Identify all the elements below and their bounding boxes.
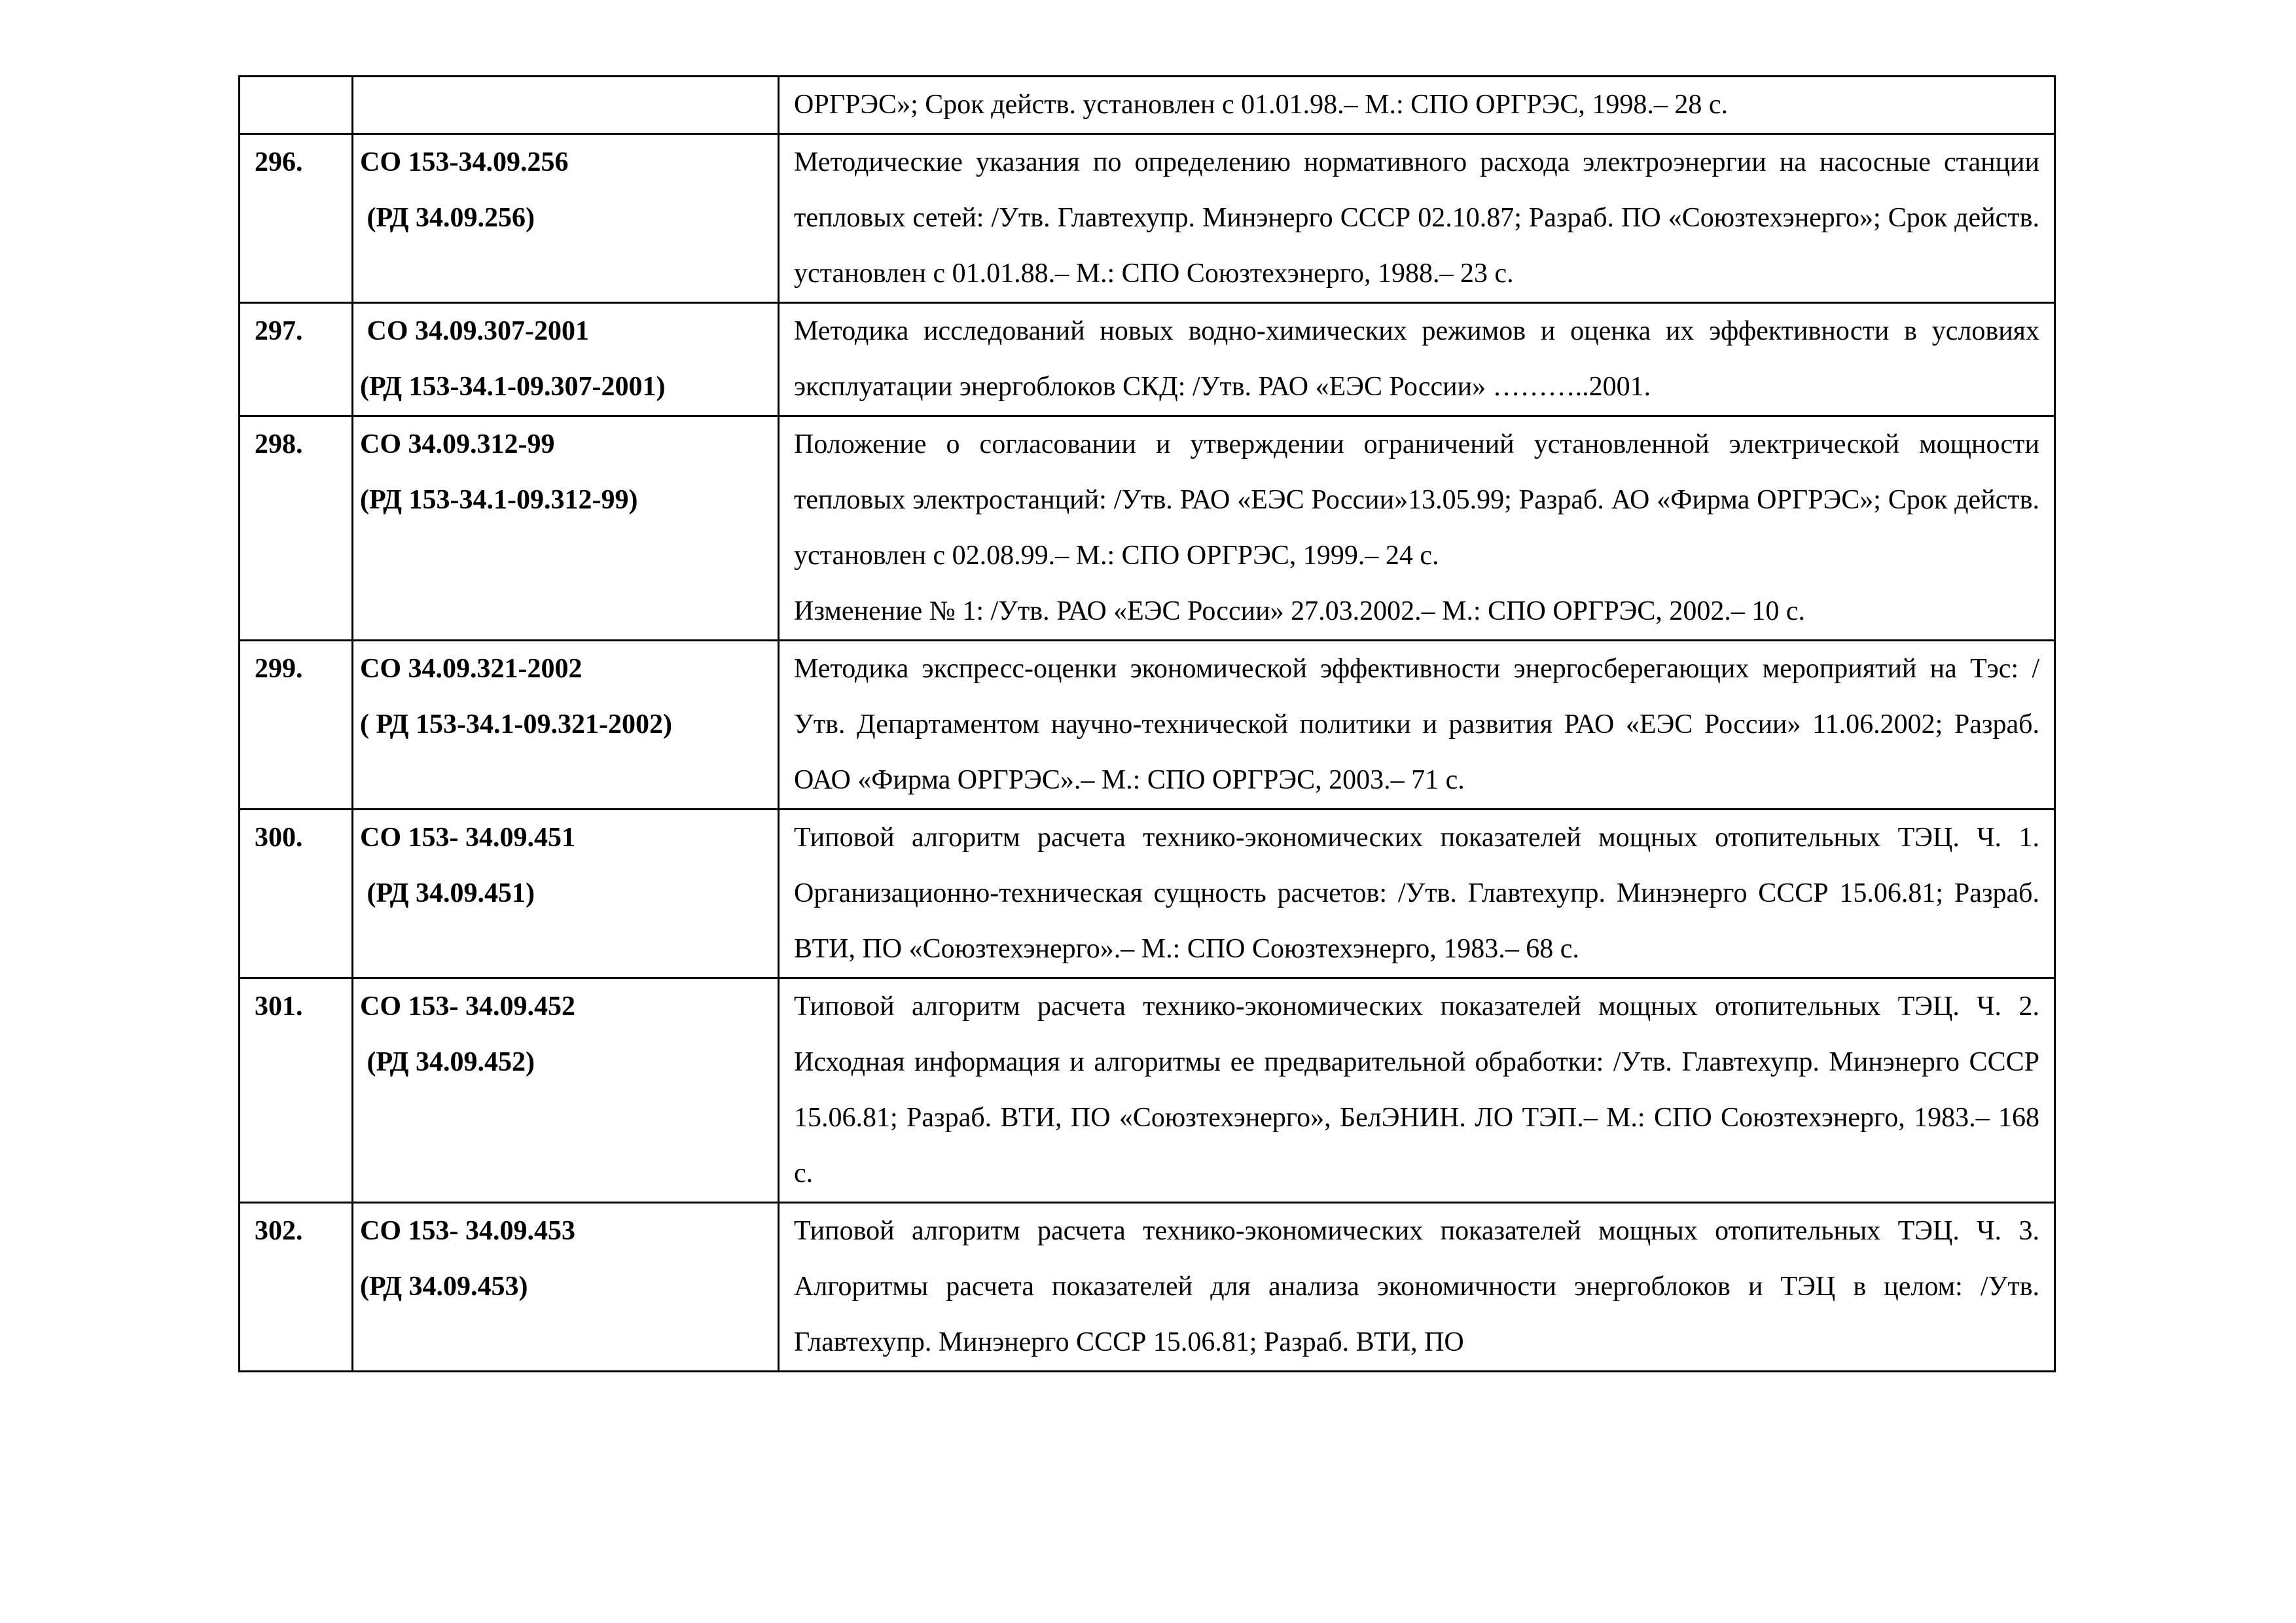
row-number: 296. (240, 134, 353, 303)
description-text: Положение о согласовании и утверждении ограничений установленной электрической мощности тепловых электростанций: /Утв. РАО «ЕЭС России»13.05.99; Разраб. АО «Фирма ОРГРЭС»; Срок действ. установлен с 02.08.99.– М.: СПО ОРГРЭС, 1999.– 24 с. (794, 429, 2039, 571)
table-row (240, 810, 2055, 978)
table-row (240, 303, 2055, 416)
code-primary: СО 153- 34.09.451 (360, 823, 575, 853)
description-text: Типовой алгоритм расчета технико-экономических показателей мощных отопительных ТЭЦ. Ч. 1. Организационно-техническая сущность расчетов: /Утв. Главтехупр. Минэнерго СССР 15.06.81; Разраб. ВТИ, ПО «Союзтехэнерго».– М.: СПО Союзтехэнерго, 1983.– 68 с. (794, 823, 2039, 964)
code-secondary: (РД 34.09.256) (360, 203, 535, 233)
document-description (779, 810, 2055, 978)
table-row (240, 1203, 2055, 1372)
document-code (353, 1203, 779, 1372)
document-registry-table (238, 75, 2056, 1372)
code-primary: СО 34.09.321-2002 (360, 654, 583, 684)
code-primary: СО 34.09.307-2001 (360, 316, 589, 346)
table-row (240, 641, 2055, 810)
description-text: Методика исследований новых водно-химических режимов и оценка их эффективности в условиях эксплуатации энергоблоков СКД: /Утв. РАО «ЕЭС России» ………..2001. (794, 316, 2039, 402)
code-secondary: (РД 34.09.452) (360, 1047, 535, 1077)
row-number: 301. (240, 978, 353, 1203)
document-description (779, 1203, 2055, 1372)
row-number (240, 77, 353, 134)
document-code (353, 134, 779, 303)
row-number: 302. (240, 1203, 353, 1372)
document-code (353, 416, 779, 641)
description-text: Типовой алгоритм расчета технико-экономических показателей мощных отопительных ТЭЦ. Ч. 3. Алгоритмы расчета показателей для анализа экономичности энергоблоков и ТЭЦ в целом: /Утв. Главтехупр. Минэнерго СССР 15.06.81; Разраб. ВТИ, ПО (794, 1216, 2039, 1357)
code-primary: СО 153-34.09.256 (360, 147, 569, 177)
row-number: 298. (240, 416, 353, 641)
document-description (779, 978, 2055, 1203)
code-secondary: (РД 153-34.1-09.312-99) (360, 485, 638, 515)
description-text: Методические указания по определению нормативного расхода электроэнергии на насосные станции тепловых сетей: /Утв. Главтехупр. Минэнерго СССР 02.10.87; Разраб. ПО «Союзтехэнерго»; Срок действ. установлен с 01.01.88.– М.: СПО Союзтехэнерго, 1988.– 23 с. (794, 147, 2039, 289)
code-primary: СО 153- 34.09.453 (360, 1216, 575, 1246)
table-row (240, 978, 2055, 1203)
amendment-text: Изменение № 1: /Утв. РАО «ЕЭС России» 27.03.2002.– М.: СПО ОРГРЭС, 2002.– 10 с. (794, 596, 1806, 626)
code-primary: СО 34.09.312-99 (360, 429, 555, 459)
code-primary: СО 153- 34.09.452 (360, 991, 575, 1022)
row-number: 299. (240, 641, 353, 810)
description-text: ОРГРЭС»; Срок действ. установлен с 01.01.98.– М.: СПО ОРГРЭС, 1998.– 28 с. (794, 90, 1728, 120)
description-text: Типовой алгоритм расчета технико-экономических показателей мощных отопительных ТЭЦ. Ч. 2. Исходная информация и алгоритмы ее предварительной обработки: /Утв. Главтехупр. Минэнерго СССР 15.06.81; Разраб. ВТИ, ПО «Союзтехэнерго», БелЭНИН. ЛО ТЭП.– М.: СПО Союзтехэнерго, 1983.– 168 с. (794, 991, 2039, 1188)
row-number: 300. (240, 810, 353, 978)
code-secondary: (РД 34.09.453) (360, 1272, 528, 1302)
code-secondary: (РД 34.09.451) (360, 878, 535, 908)
row-number: 297. (240, 303, 353, 416)
document-code (353, 77, 779, 134)
table-row (240, 77, 2055, 134)
description-text: Методика экспресс-оценки экономической эффективности энергосберегающих мероприятий на Тэс: /Утв. Департаментом научно-технической политики и развития РАО «ЕЭС России» 11.06.2002; Разраб. ОАО «Фирма ОРГРЭС».– М.: СПО ОРГРЭС, 2003.– 71 с. (794, 654, 2039, 795)
document-description (779, 303, 2055, 416)
document-code (353, 978, 779, 1203)
document-description (779, 641, 2055, 810)
document-description (779, 134, 2055, 303)
code-secondary: ( РД 153-34.1-09.321-2002) (360, 709, 672, 740)
document-description (779, 416, 2055, 641)
document-code (353, 810, 779, 978)
code-secondary: (РД 153-34.1-09.307-2001) (360, 372, 666, 402)
document-code (353, 641, 779, 810)
document-description (779, 77, 2055, 134)
table-row (240, 134, 2055, 303)
table-row (240, 416, 2055, 641)
document-code (353, 303, 779, 416)
